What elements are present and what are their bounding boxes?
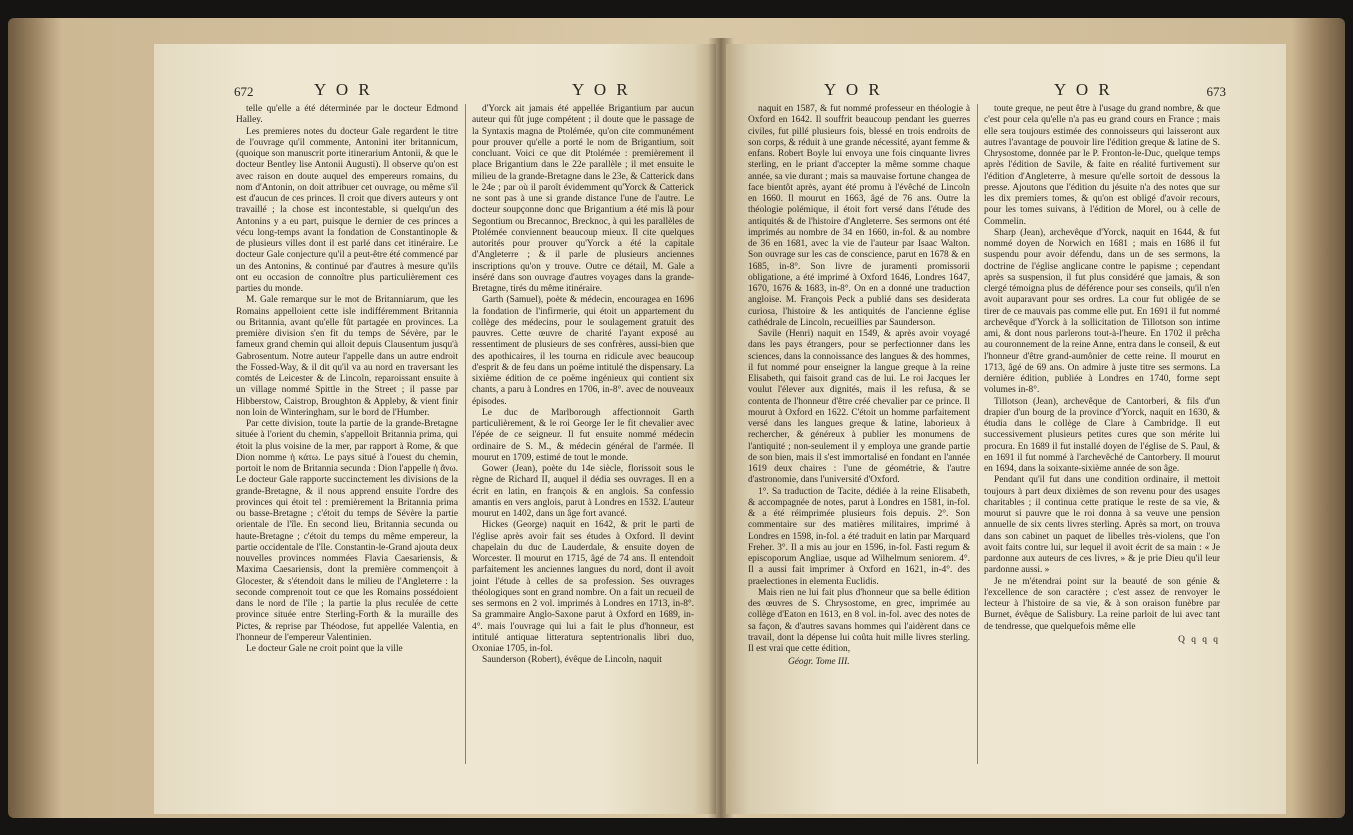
paragraph: Tillotson (Jean), archevêque de Cantorberi, & fils d'un drapier d'un bourg de la province d'Yorck, naquit en 1630, & étudia dans le collège de Clare à Cambridge. Il eut successivement plusieurs petites cures que son mérite lui procura. En 1689 il fut installé doyen de l'église de S. Paul, & en 1691 il fut nommé à l'archevêché de Cantorbery. Il mourut en 1694, dans la soixante-sixième année de son âge. <box>984 396 1220 474</box>
right-running-head-2: Y O R <box>1054 80 1113 99</box>
signature-mark: Géogr. Tome III. <box>788 657 850 668</box>
paragraph: Saunderson (Robert), évêque de Lincoln, naquit <box>482 655 662 666</box>
paragraph: naquit en 1587, & fut nommé professeur en théologie à Oxford en 1642. Il souffrit beaucoup pendant les guerres civiles, fut pillé plusieurs fois, blessé en trois endroits de son corps, & réduit à une grande nécessité, ayant femme & enfans. Robert Boyle lui envoya une fois cinquante livres sterling, en le priant d'accepter la même somme chaque année, sa vie durant ; mais sa mauvaise fortune changea de face bientôt après, ayant été promu à l'évêché de Lincoln en 1660. Il mourut en 1663, âgé de 76 ans. Outre la théologie polémique, il étoit fort versé dans l'étude des antiquités & de l'histoire d'Angleterre. Ses sermons ont été imprimés au nombre de 34 en 1660, in-fol. & au nombre de 36 en 1681, avec la vie de l'auteur par Isaac Walton. Son ouvrage sur les cas de conscience, parut en 1678 & en 1685, in-8°. Son livre de juramenti promissorii obligatione, a été imprimé à Oxford 1646, Londres 1647, 1670, 1676 & 1683, in-8°. On en a donné une traduction angloise. M. François Peck a publié dans ses desiderata curiosa, l'histoire & les antiquités de l'ancienne église cathédrale de Lincoln, recueillies par Saunderson. <box>748 104 970 328</box>
paragraph: Pendant qu'il fut dans une condition ordinaire, il mettoit toujours à part deux dixièmes de son revenu pour des usages charitables ; il continua cette pratique le reste de sa vie, & mourut si pauvre que le roi donna à sa veuve une pension annuelle de six cents livres sterling. Après sa mort, on trouva dans son cabinet un paquet de libelles très-violens, que l'on avoit faits contre lui, sur lequel il avoit écrit de sa main : « Je pardonne aux auteurs de ces livres, » & je prie Dieu qu'il leur pardonne aussi. » <box>984 475 1220 576</box>
right-page-number: 673 <box>1206 84 1226 99</box>
left-page <box>154 44 716 814</box>
paragraph: d'Yorck ait jamais été appellée Brigantium par aucun auteur qui fût juge compétent ; il doute que le passage de la Syntaxis magna de Ptolémée, qu'on cite communément pour prouver qu'elle a porté le nom de Brigantium, soit concluant. Voici ce que dit Ptolémée : premièrement il place Brigantium dans le 22e parallèle ; il met ensuite le milieu de la grande-Bretagne dans le 23e, & Catterick dans le 24e ; par où il paroît évidemment qu'Yorck & Catterick ne sont pas à une si grande distance l'une de l'autre. Le docteur soupçonne donc que Brigantium a été mis là pour Segontium ou Brecannoc, Brecknoc, à qui les parallèles de Ptolémée conviennent beaucoup mieux. Il cite quelques autorités pour prouver qu'Yorck a été la capitale d'Angleterre ; & il parle de plusieurs anciennes inscriptions qu'on y trouve. Outre ce détail, M. Gale a inséré dans son ouvrage d'autres voyages dans la grande-Bretagne, tirés du même itinéraire. <box>472 104 694 294</box>
paragraph: toute greque, ne peut être à l'usage du grand nombre, & que c'est pour cela qu'elle n'a pas eu grand cours en France ; mais elle sera toujours estimée des connoisseurs qui laisseront aux autres l'avantage de pouvoir lire l'édition greque & latine de S. Chrysostome, donnée par le P. Fronton-le-Duc, quelque temps après l'édition de Savile, & faite en réalité furtivement sur l'édition d'Angleterre, à mesure qu'elle sortoit de dessous la presse. Ajoutons que l'édition du jésuite n'a des notes que sur les dix premiers tomes, & qu'on est obligé d'avoir recours, pour les tomes suivans, à l'édition de Morel, ou à celle de Commelin. <box>984 104 1220 227</box>
left-page-header <box>234 80 698 104</box>
paragraph: Gower (Jean), poète du 14e siècle, florissoit sous le règne de Richard II, auquel il dédia ses ouvrages. Il en a écrit en latin, en françois & en anglois. Sa confessio amantis en vers anglois, parut à Londres en 1532. L'auteur mourut en 1402, dans un âge fort avancé. <box>472 464 694 519</box>
left-running-head-2: Y O R <box>572 80 631 99</box>
paragraph: M. Gale remarque sur le mot de Britanniarum, que les Romains appelloient cette isle indifféremment Britannia ou Britannia, avant qu'elle fût partagée en provinces. La première division s'en fit du temps de Sévère, par le fameux grand chemin qui alloit depuis Clausentum jusqu'à Gabrosentum. Notre auteur l'appelle dans un autre endroit the Fossed-Way, & il dit qu'il va au nord en traversant les comtés de Leicester & de Lincoln, reparoissant ensuite à un village nommé Spittle in the Street ; il passe par Hibberstow, Caistrop, Broughton & Appleby, & vient finir non loin de Winteringham, sur le bord de l'Humber. <box>236 295 458 418</box>
paragraph: Le duc de Marlborough affectionnoit Garth particulièrement, & le roi George Ier le fit chevalier avec l'épée de ce seigneur. Il fut ensuite nommé médecin ordinaire de S. M., & médecin général de l'armée. Il mourut en 1709, estimé de tout le monde. <box>472 407 694 463</box>
paragraph: Hickes (George) naquit en 1642, & prit le parti de l'église après avoir fait ses études à Oxford. Il devint chapelain du duc de Lauderdale, & ensuite doyen de Worcester. Il mourut en 1715, âgé de 74 ans. Il entendoit parfaitement les anciennes langues du nord, dont il avoit joint l'étude à celles de sa profession. Ses ouvrages théologiques sont en grand nombre. On a fait un recueil de ses sermons en 2 vol. imprimés à Londres en 1713, in-8°. Sa grammaire Anglo-Saxone parut à Oxford en 1689, in-4°. mais l'ouvrage qui lui a fait le plus d'honneur, est intitulé antiquae litteratura septentrionalis libri duo, Oxoniae 1705, in-fol. <box>472 520 694 654</box>
paragraph: Savile (Henri) naquit en 1549, & après avoir voyagé dans les pays étrangers, pour se perfectionner dans les sciences, dans la connoissance des langues & des hommes, il fut nommé pour enseigner la langue greque à la reine Elisabeth, qui faisoit grand cas de lui. Le roi Jacques Ier voulut l'élever aux dignités, mais il les refusa, & se contenta de l'honneur d'être créé chevalier par ce prince. Il mourut à Oxford en 1622. C'étoit un homme parfaitement versé dans les langues greque & latine, laborieux à rechercher, & généreux à publier les monumens de l'antiquité ; non-seulement il y employa une grande partie de son bien, mais il s'est immortalisé en fondant en l'année 1619 deux chaires : l'une de géométrie, & l'autre d'astronomie, dans l'université d'Oxford. <box>748 329 970 486</box>
paragraph: Le docteur Gale ne croit point que la ville <box>246 644 403 654</box>
left-page-number: 672 <box>234 84 254 99</box>
column-rule <box>465 104 466 764</box>
paragraph: Garth (Samuel), poète & médecin, encouragea en 1696 la fondation de l'infirmerie, qui étoit un appartement du collège des médecins, pour le soulagement gratuit des pauvres. Cette œuvre de charité l'ayant exposé au ressentiment de plusieurs de ses confrères, aussi-bien que des apothicaires, il les tourna en ridicule avec beaucoup d'esprit & de feu dans un poëme intitulé the dispensary. La sixième édition de ce poëme ingénieux qui contient six chants, a paru à Londres en 1706, in-8°. avec de nouveaux épisodes. <box>472 295 694 407</box>
column-rule <box>977 104 978 764</box>
left-running-head-1: Y O R <box>314 80 373 99</box>
paragraph: Sharp (Jean), archevêque d'Yorck, naquit en 1644, & fut nommé doyen de Norwich en 1681 ; mais en 1686 il fut suspendu pour avoir défendu, dans un de ses sermons, la doctrine de l'église anglicane contre le papisme ; cependant après sa suspension, il fut plus considéré que jamais, & son clergé témoigna plus de déférence pour ses conseils, qu'il n'en avoit auparavant pour ses ordres. La cour fut obligée de se tirer de ce mauvais pas comme elle put. En 1691 il fut nommé archevêque d'Yorck à la sollicitation de Tillotson son intime ami, & dont nous parlerons tout-à-l'heure. En 1702 il prêcha au couronnement de la reine Anne, entra dans le conseil, & eut l'honneur d'être grand-aumônier de cette reine. Il mourut en 1713, âgé de 69 ans. On admire à juste titre ses sermons. La dernière édition, publiée à Londres en 1740, forme sept volumes in-8°. <box>984 227 1220 396</box>
paragraph: 1°. Sa traduction de Tacite, dédiée à la reine Elisabeth, & accompagnée de notes, parut à Londres en 1581, in-fol. & a été réimprimée plusieurs fois depuis. 2°. Son commentaire sur des matières militaires, imprimé à Londres en 1598, in-fol. a été traduit en latin par Marquard Freher. 3°. Il a mis au jour en 1596, in-fol. Fasti regum & episcoporum Angliae, usque ad Wilhelmum seniorem. 4°. Il a aussi fait imprimer à Oxford en 1621, in-4°. des praelectiones in elementa Euclidis. <box>748 486 970 587</box>
right-column-1 <box>748 104 970 669</box>
paragraph: Mais rien ne lui fait plus d'honneur que sa belle édition des œuvres de S. Chrysostome, en grec, imprimée au collège d'Eaton en 1613, en 8 vol. in-fol. avec des notes de sa façon, & d'autres savans hommes qui l'aidèrent dans ce travail, dont la dépense lui coûta huit mille livres sterling. Il est vrai que cette édition, <box>748 587 970 654</box>
right-page <box>726 44 1286 814</box>
left-column-1 <box>236 104 458 655</box>
paragraph: telle qu'elle a été déterminée par le docteur Edmond Halley. <box>236 104 458 126</box>
paragraph: Les premieres notes du docteur Gale regardent le titre de l'ouvrage qu'il commente, Antonini iter britannicum, (quoique son manuscrit porte itinerarium Antonii, & que le docteur Bentley lise Antonii Augusti). Il observe qu'on est avec raison en doute auquel des empereurs romains, du nom d'Antonin, on doit attribuer cet ouvrage, ou même s'il est d'aucun de ces princes. Il croit que divers auteurs y ont travaillé ; la chose est incontestable, si quelqu'un des Antonins y a eu part, puisque le dernier de ces princes a vécu long-temps avant la fondation de Constantinople & de plusieurs villes dont il est parlé dans cet itinéraire. Le docteur Gale conjecture qu'il a peut-être été commencé par un des Antonins, & continué par d'autres à mesure qu'ils ont eu occasion de connoître plus particulièrement ces parties du monde. <box>236 126 458 294</box>
open-book <box>8 18 1345 818</box>
quire-signature: Q q q q <box>1178 634 1220 645</box>
right-page-header <box>744 80 1226 104</box>
paragraph: Par cette division, toute la partie de la grande-Bretagne située à l'orient du chemin, s'appelloit Britannia prima, qui étoit la plus voisine de la mer, par rapport à Rome, & que Dion nomme ἡ κάτω. Le pays situé à l'ouest du chemin, portoit le nom de Britannia secunda : Dion l'appelle ἡ ἄνω. Le docteur Gale rapporte succinctement les divisions de la grande-Bretagne, & il nous apprend ensuite l'ordre des provinces qui étoit tel : premièrement la Britannia prima ou basse-Bretagne ; c'étoit du temps de Sévère la partie orientale de l'île. En second lieu, Britannia secunda ou haute-Bretagne ; c'étoit du temps du même empereur, la partie occidentale de l'île. Constantin-le-Grand ajouta deux nouvelles provinces nommées Flavia Caesariensis, & Maxima Caesariensis, dont la première commençoit à Glocester, & s'étendoit dans le milieu de l'Angleterre : la seconde comprenoit tout ce que les Romains possédoient dans le nord de l'île ; la partie la plus reculée de cette province située entre Sterling-Forth & la muraille des Pictes, & reprise par Théodose, fut appellée Valentia, en l'honneur de l'empereur Valentinien. <box>236 419 458 643</box>
right-column-2 <box>984 104 1220 646</box>
right-running-head-1: Y O R <box>824 80 883 99</box>
left-column-2 <box>472 104 694 667</box>
paragraph: Je ne m'étendrai point sur la beauté de son génie & l'excellence de son caractère ; c'est assez de renvoyer le lecteur à l'histoire de sa vie, & à son oraison funèbre par Burnet, évêque de Salisbury. La reine parloit de lui avec tant de tendresse, que quelquefois même elle <box>984 576 1220 632</box>
